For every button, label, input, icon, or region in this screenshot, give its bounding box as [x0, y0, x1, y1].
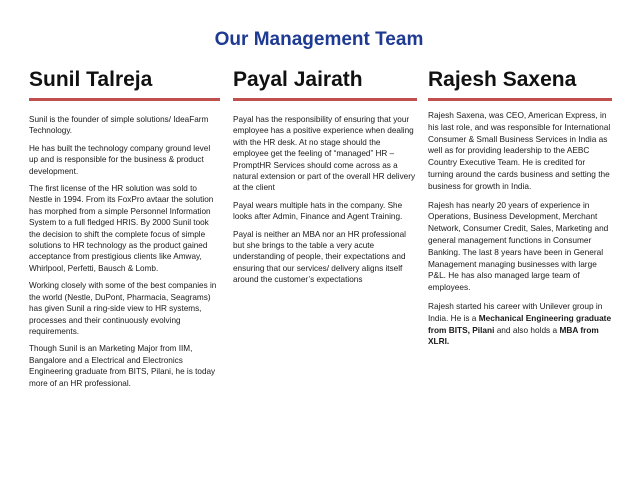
- bio-paragraph: [428, 301, 612, 348]
- bio-paragraph: He has built the technology company ground level up and is responsible for the business & product development.: [29, 143, 211, 176]
- bio-paragraph: Rajesh has nearly 20 years of experience in Operations, Business Development, Merchant Network, Consumer Credit, Sales, Marketing and general management functions in Consumer Banking. The last 8 years have been in General Management managing businesses with large P&L. He has also managed large team of employees.: [428, 199, 609, 293]
- member-name: Rajesh Saxena: [428, 66, 612, 101]
- member-column-payal: [233, 66, 417, 292]
- page-title: Our Management Team: [214, 29, 424, 50]
- bio-paragraph: Payal has the responsibility of ensuring that your employee has a positive experience when dealing with the HR desk. At no stage should the employee get the feeling of “managed” HR – PromptHR Services should come across as a natural extension or part of the overall HR delivery at the client: [233, 115, 416, 193]
- bio-paragraph: Rajesh Saxena, was CEO, American Express, in his last role, and was responsible for International Consumer & Small Business Services in India as well as for providing leadership to the AEBC Country Executive Team. He is credited for turning around the cards business and setting the business for growth in India.: [428, 110, 611, 191]
- bio-highlight: Mechanical Engineering graduate from BITS, Pilani: [428, 312, 612, 335]
- bio-paragraph: Payal wears multiple hats in the company. She looks after Admin, Finance and Agent Training.: [233, 200, 403, 222]
- bio-paragraph: The first license of the HR solution was sold to Nestle in 1994. From its FoxPro avtaar the solution has morphed from a simple Personnel Information System to a full fledged HRIS. By 2000 Sunil took the decision to shift the complete focus of simple solutions to HR technology as the product gained acceptance from prestigious clients like Amway, Whirlpool, Perfetti, Bausch & Lomb.: [29, 184, 214, 273]
- member-column-rajesh: [428, 66, 612, 355]
- bio-paragraph: Sunil is the founder of simple solutions/ IdeaFarm Technology.: [29, 115, 209, 136]
- bio-paragraph: Payal is neither an MBA nor an HR professional but she brings to the table a very acute understanding of people, their expectations and ensuring that our services/ delivery aligns itself around the customer’s expectations: [233, 229, 406, 285]
- bio-paragraph: Though Sunil is an Marketing Major from IIM, Bangalore and a Electrical and Electronics Engineering graduate from BITS, Pilani, he is today more of an HR professional.: [29, 344, 216, 388]
- member-bio: [428, 110, 612, 348]
- member-name: Payal Jairath: [233, 66, 417, 101]
- bio-paragraph: Working closely with some of the best companies in the world (Nestle, DuPont, Pharmacia, Seagrams) has given Sunil a ring-side view to HR systems, processes and their continuously evolving requirements.: [29, 281, 217, 336]
- bio-highlight: MBA from XLRI.: [428, 324, 599, 347]
- bio-text: and also holds a: [494, 324, 560, 335]
- member-column-sunil: [29, 66, 220, 395]
- member-bio: [233, 114, 417, 286]
- member-bio: [29, 114, 220, 389]
- bio-text: Rajesh started his career with Unilever group in India. He is a: [428, 300, 603, 323]
- member-name: Sunil Talreja: [29, 66, 220, 101]
